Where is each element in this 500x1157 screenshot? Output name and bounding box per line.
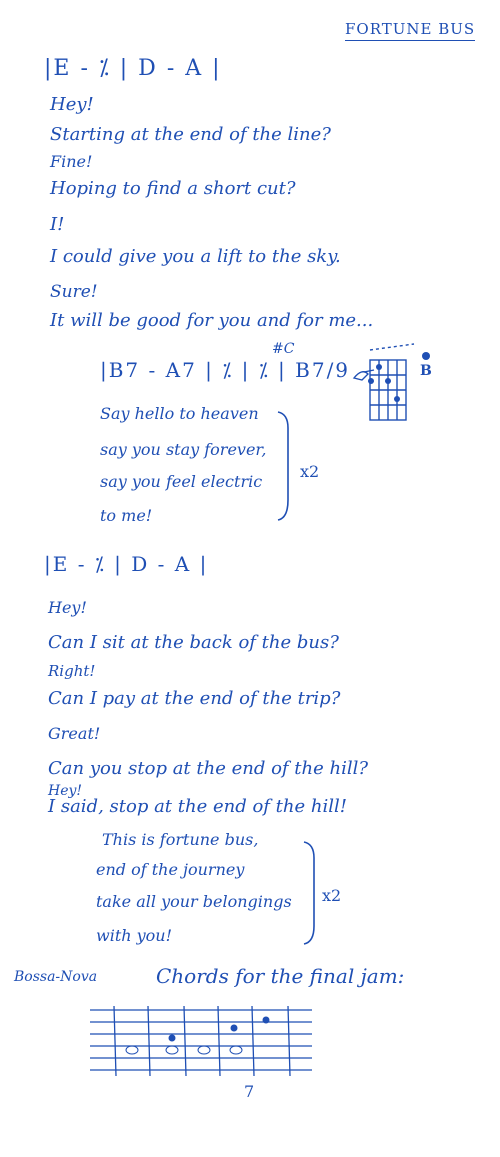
final-chord-diagram xyxy=(88,1000,318,1080)
fret-number: 7 xyxy=(244,1082,255,1101)
chorus1-bracket xyxy=(276,410,292,522)
verse1-line: Starting at the end of the line? xyxy=(50,124,331,145)
chorus2-line: end of the journey xyxy=(96,860,245,879)
verse2-line: I said, stop at the end of the hill! xyxy=(48,796,347,817)
chorus2-line: This is fortune bus, xyxy=(102,830,259,849)
chorus2-repeat: x2 xyxy=(322,886,342,905)
chorus2-bracket xyxy=(302,840,318,946)
chord-diagram xyxy=(340,340,440,440)
verse2-line: Right! xyxy=(48,662,96,680)
verse1-line: Sure! xyxy=(50,282,98,302)
chord-note: #C xyxy=(272,341,295,357)
chord-diagram-label: B xyxy=(420,363,432,379)
verse1-line: Hoping to find a short cut? xyxy=(50,178,296,199)
verse1-line: I! xyxy=(50,214,65,235)
chorus2-line: with you! xyxy=(96,926,173,945)
verse2-line: Can I sit at the back of the bus? xyxy=(48,632,339,653)
verse1-line: It will be good for you and for me... xyxy=(50,310,374,331)
verse1-line: I could give you a lift to the sky. xyxy=(50,246,341,267)
final-style: Bossa-Nova xyxy=(14,969,98,985)
chorus1-line: to me! xyxy=(100,506,153,525)
verse1-chords: |E - ⁒ | D - A | xyxy=(44,56,222,81)
chorus1-line: say you stay forever, xyxy=(100,440,267,459)
chorus2-line: take all your belongings xyxy=(96,892,292,911)
chorus1-repeat: x2 xyxy=(300,462,320,481)
chorus1-chords: |B7 - A7 | ⁒ | ⁒ | B7/9 xyxy=(100,358,351,382)
chorus1-line: Say hello to heaven xyxy=(100,404,259,423)
verse2-line: Hey! xyxy=(48,598,87,617)
verse2-line: Great! xyxy=(48,724,101,743)
final-heading: Chords for the final jam: xyxy=(156,964,405,988)
verse1-line: Hey! xyxy=(50,94,94,115)
song-title: FORTUNE BUS xyxy=(345,20,475,41)
verse2-line: Can you stop at the end of the hill? xyxy=(48,758,369,779)
verse2-line: Can I pay at the end of the trip? xyxy=(48,688,341,709)
verse2-line: Hey! xyxy=(48,783,83,799)
chorus1-line: say you feel electric xyxy=(100,472,263,491)
verse2-chords: |E - ⁒ | D - A | xyxy=(44,552,209,576)
verse1-line: Fine! xyxy=(50,152,93,171)
